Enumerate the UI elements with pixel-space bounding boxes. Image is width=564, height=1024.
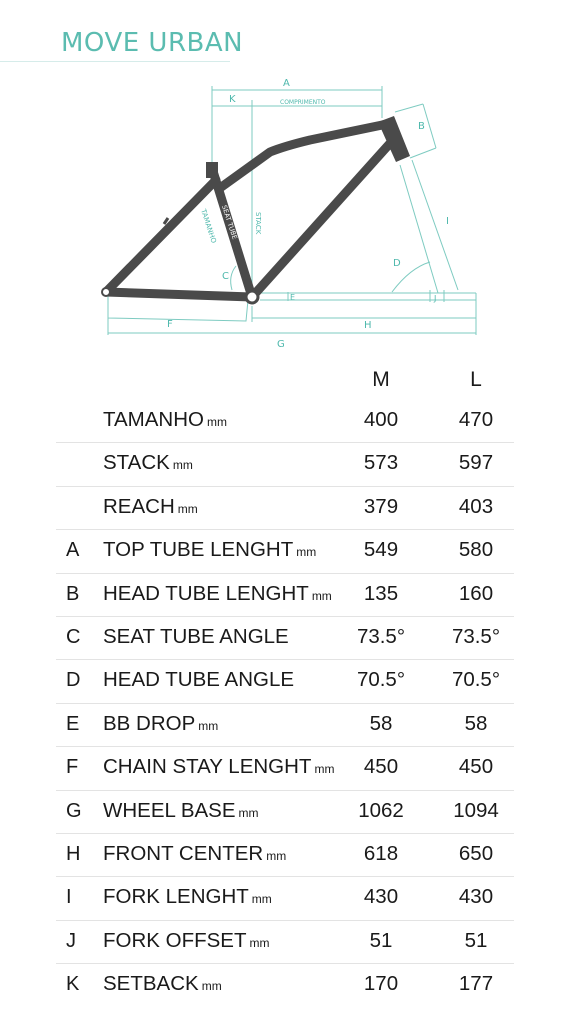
row-unit: mm [311, 588, 332, 603]
value-m: 618 [363, 841, 399, 865]
label-seat-tube: SEAT TUBE [220, 204, 239, 241]
row-letter: J [66, 929, 76, 952]
table-row [56, 617, 514, 660]
row-unit: mm [201, 979, 222, 994]
bottom-bracket [246, 291, 258, 303]
row-unit: mm [249, 935, 270, 950]
value-l: 650 [458, 841, 494, 865]
table-row [56, 660, 514, 703]
row-label: FORK LENGHT [103, 885, 249, 909]
value-l: 1094 [453, 798, 499, 822]
row-label: WHEEL BASE [103, 798, 236, 822]
row-unit: mm [296, 545, 317, 560]
row-unit: mm [238, 805, 259, 820]
label-h: H [364, 320, 372, 331]
value-m: 450 [363, 755, 399, 779]
page-title: MOVE URBAN [61, 28, 244, 58]
value-m: 170 [363, 972, 399, 996]
row-unit: mm [172, 458, 193, 473]
label-i: I [446, 216, 449, 227]
row-unit: mm [314, 762, 335, 777]
seat-tube-top [206, 162, 218, 178]
table-row [56, 921, 514, 964]
label-d: D [393, 258, 401, 269]
row-letter: H [66, 842, 81, 865]
row-letter: A [66, 539, 80, 562]
row-label: REACH [103, 494, 175, 518]
label-tamanho: TAMANHO [199, 208, 218, 245]
value-m: 135 [363, 581, 399, 605]
row-letter: B [66, 582, 80, 605]
row-label: TAMANHO [103, 408, 204, 431]
row-unit: mm [198, 718, 219, 733]
table-row [56, 791, 514, 834]
value-m: 400 [363, 408, 399, 431]
label-stack: STACK [254, 212, 262, 235]
value-l: 51 [464, 928, 488, 952]
column-header-m: M [372, 368, 390, 391]
value-m: 51 [369, 928, 393, 952]
row-letter: E [66, 712, 80, 735]
row-label: STACK [103, 451, 170, 475]
row-label: CHAIN STAY LENGHT [103, 755, 312, 779]
row-letter: F [66, 756, 79, 779]
value-l: 580 [458, 538, 494, 562]
value-l: 160 [458, 581, 494, 605]
label-a: A [283, 78, 290, 89]
row-label: FORK OFFSET [103, 928, 247, 952]
row-letter: D [66, 669, 81, 692]
row-label: BB DROP [103, 711, 196, 735]
table-row [56, 400, 514, 443]
table-row [56, 487, 514, 530]
geometry-table [56, 400, 514, 1006]
row-unit: mm [206, 415, 227, 429]
value-l: 403 [458, 494, 494, 518]
table-row [56, 834, 514, 877]
row-letter: K [66, 973, 80, 996]
value-l: 73.5° [451, 624, 501, 648]
frame-geometry-diagram [0, 62, 564, 362]
row-label: SETBACK [103, 972, 199, 996]
label-comprimento: COMPRIMENTO [280, 99, 326, 106]
value-m: 58 [369, 711, 393, 735]
label-f: F [167, 319, 173, 330]
row-label: FRONT CENTER [103, 841, 264, 865]
row-letter: C [66, 625, 81, 648]
label-b: B [418, 121, 425, 132]
label-j: J [434, 294, 437, 303]
table-row [56, 747, 514, 790]
column-header-l: L [470, 368, 482, 391]
value-l: 177 [458, 972, 494, 996]
label-g: G [277, 339, 285, 350]
value-m: 549 [363, 538, 399, 562]
row-unit: mm [266, 848, 287, 863]
table-row [56, 704, 514, 747]
label-e: E [290, 293, 296, 302]
row-unit: mm [177, 501, 198, 516]
value-m: 73.5° [356, 624, 406, 648]
value-l: 597 [458, 451, 494, 475]
value-m: 573 [363, 451, 399, 475]
table-row [56, 877, 514, 920]
label-k: K [229, 94, 236, 105]
row-letter: G [66, 799, 82, 822]
value-m: 1062 [358, 798, 404, 822]
row-letter: I [66, 886, 72, 909]
value-l: 430 [458, 885, 494, 909]
table-row [56, 443, 514, 486]
value-m: 379 [363, 494, 399, 518]
row-unit: mm [251, 892, 272, 907]
rear-dropout [102, 288, 110, 296]
value-m: 70.5° [356, 668, 406, 692]
bike-frame [106, 124, 393, 297]
value-l: 58 [464, 711, 488, 735]
label-c: C [222, 271, 229, 282]
value-m: 430 [363, 885, 399, 909]
value-l: 470 [458, 408, 494, 431]
value-l: 70.5° [451, 668, 501, 692]
row-label: HEAD TUBE ANGLE [103, 668, 295, 692]
row-label: SEAT TUBE ANGLE [103, 624, 289, 648]
table-row [56, 574, 514, 617]
table-row [56, 530, 514, 573]
table-row [56, 964, 514, 1006]
row-label: HEAD TUBE LENGHT [103, 581, 309, 605]
value-l: 450 [458, 755, 494, 779]
row-label: TOP TUBE LENGHT [103, 538, 294, 562]
